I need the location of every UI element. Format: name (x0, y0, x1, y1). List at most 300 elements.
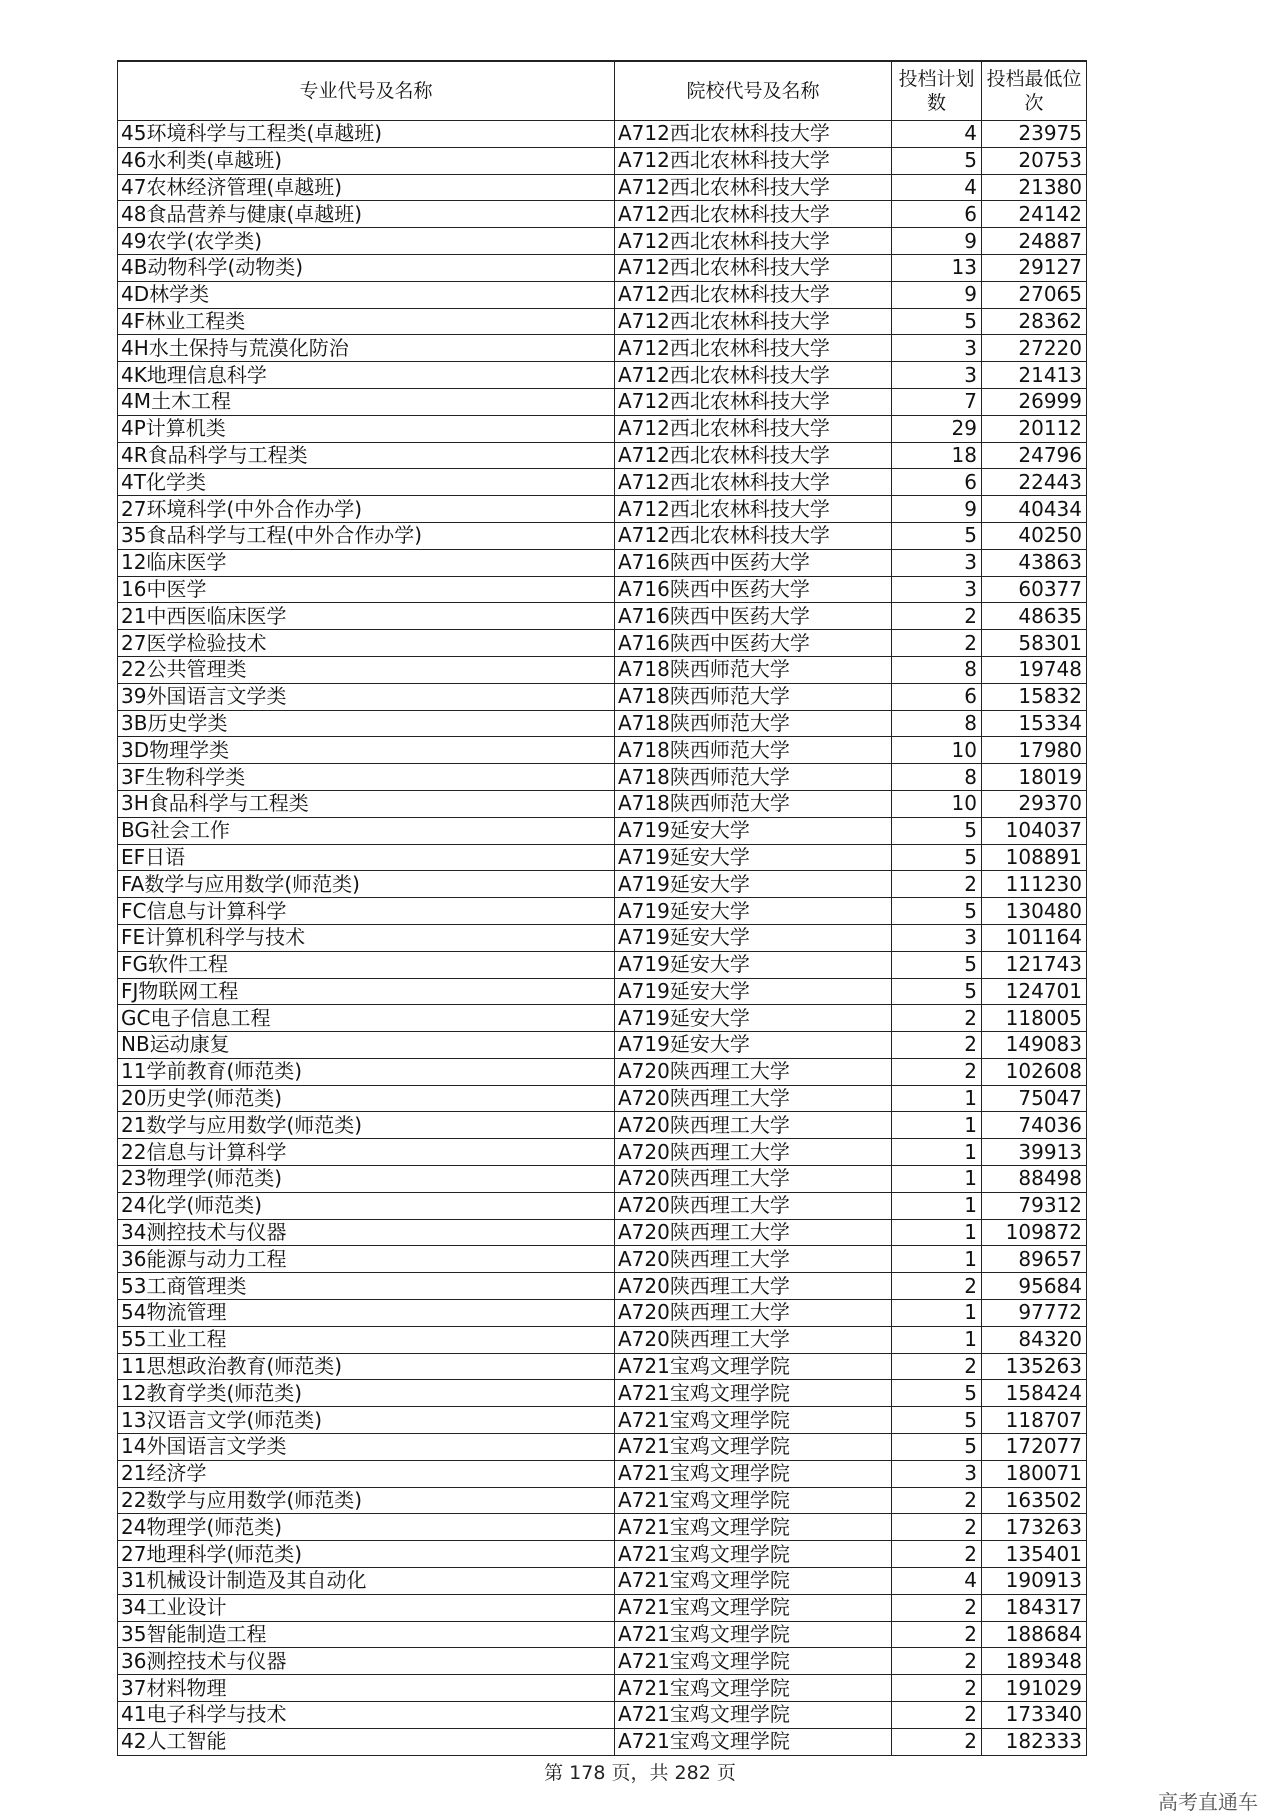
plan-count-cell: 2 (892, 630, 982, 657)
table-row (118, 844, 1087, 871)
min-rank-cell: 19748 (982, 656, 1087, 683)
school-cell: A712西北农林科技大学 (615, 496, 892, 523)
plan-count-cell: 2 (892, 1058, 982, 1085)
school-cell: A721宝鸡文理学院 (615, 1380, 892, 1407)
table-row (118, 978, 1087, 1005)
school-cell: A721宝鸡文理学院 (615, 1407, 892, 1434)
table-row (118, 898, 1087, 925)
plan-count-cell: 3 (892, 549, 982, 576)
major-cell: NB运动康复 (118, 1032, 615, 1059)
school-cell: A720陕西理工大学 (615, 1166, 892, 1193)
min-rank-cell: 108891 (982, 844, 1087, 871)
table-row (118, 1112, 1087, 1139)
school-cell: A720陕西理工大学 (615, 1192, 892, 1219)
table-row (118, 603, 1087, 630)
min-rank-cell: 191029 (982, 1675, 1087, 1702)
header-school: 院校代号及名称 (615, 61, 892, 121)
major-cell: 46水利类(卓越班) (118, 147, 615, 174)
school-cell: A720陕西理工大学 (615, 1112, 892, 1139)
table-row (118, 549, 1087, 576)
major-cell: 27地理科学(师范类) (118, 1541, 615, 1568)
major-cell: 45环境科学与工程类(卓越班) (118, 121, 615, 148)
major-cell: 21数学与应用数学(师范类) (118, 1112, 615, 1139)
table-row (118, 174, 1087, 201)
major-cell: 11思想政治教育(师范类) (118, 1353, 615, 1380)
school-cell: A721宝鸡文理学院 (615, 1487, 892, 1514)
min-rank-cell: 27220 (982, 335, 1087, 362)
min-rank-cell: 111230 (982, 871, 1087, 898)
plan-count-cell: 1 (892, 1300, 982, 1327)
plan-count-cell: 5 (892, 817, 982, 844)
min-rank-cell: 135263 (982, 1353, 1087, 1380)
plan-count-cell: 7 (892, 388, 982, 415)
plan-count-cell: 2 (892, 1032, 982, 1059)
min-rank-cell: 15832 (982, 683, 1087, 710)
plan-count-cell: 5 (892, 951, 982, 978)
min-rank-cell: 29127 (982, 254, 1087, 281)
min-rank-cell: 40250 (982, 522, 1087, 549)
major-cell: 22数学与应用数学(师范类) (118, 1487, 615, 1514)
major-cell: 27医学检验技术 (118, 630, 615, 657)
major-cell: 27环境科学(中外合作办学) (118, 496, 615, 523)
min-rank-cell: 18019 (982, 764, 1087, 791)
min-rank-cell: 118707 (982, 1407, 1087, 1434)
min-rank-cell: 48635 (982, 603, 1087, 630)
table-row (118, 1648, 1087, 1675)
plan-count-cell: 29 (892, 415, 982, 442)
min-rank-cell: 84320 (982, 1326, 1087, 1353)
table-row (118, 764, 1087, 791)
major-cell: 22信息与计算科学 (118, 1139, 615, 1166)
major-cell: 16中医学 (118, 576, 615, 603)
school-cell: A712西北农林科技大学 (615, 522, 892, 549)
major-cell: 4B动物科学(动物类) (118, 254, 615, 281)
min-rank-cell: 43863 (982, 549, 1087, 576)
min-rank-cell: 60377 (982, 576, 1087, 603)
major-cell: 12临床医学 (118, 549, 615, 576)
min-rank-cell: 109872 (982, 1219, 1087, 1246)
major-cell: 4H水土保持与荒漠化防治 (118, 335, 615, 362)
table-row (118, 951, 1087, 978)
plan-count-cell: 2 (892, 1648, 982, 1675)
school-cell: A721宝鸡文理学院 (615, 1621, 892, 1648)
school-cell: A721宝鸡文理学院 (615, 1353, 892, 1380)
table-row (118, 522, 1087, 549)
min-rank-cell: 130480 (982, 898, 1087, 925)
plan-count-cell: 5 (892, 147, 982, 174)
min-rank-cell: 180071 (982, 1460, 1087, 1487)
table-row (118, 1407, 1087, 1434)
school-cell: A721宝鸡文理学院 (615, 1541, 892, 1568)
table-row (118, 121, 1087, 148)
major-cell: 35智能制造工程 (118, 1621, 615, 1648)
major-cell: FA数学与应用数学(师范类) (118, 871, 615, 898)
plan-count-cell: 5 (892, 522, 982, 549)
min-rank-cell: 27065 (982, 281, 1087, 308)
major-cell: 36测控技术与仪器 (118, 1648, 615, 1675)
table-row (118, 871, 1087, 898)
table-row (118, 790, 1087, 817)
school-cell: A718陕西师范大学 (615, 683, 892, 710)
plan-count-cell: 5 (892, 308, 982, 335)
plan-count-cell: 2 (892, 1487, 982, 1514)
table-row (118, 362, 1087, 389)
major-cell: 49农学(农学类) (118, 228, 615, 255)
plan-count-cell: 3 (892, 335, 982, 362)
major-cell: 34工业设计 (118, 1594, 615, 1621)
min-rank-cell: 20753 (982, 147, 1087, 174)
school-cell: A719延安大学 (615, 1032, 892, 1059)
major-cell: 13汉语言文学(师范类) (118, 1407, 615, 1434)
major-cell: 24化学(师范类) (118, 1192, 615, 1219)
plan-count-cell: 3 (892, 924, 982, 951)
plan-count-cell: 6 (892, 201, 982, 228)
plan-count-cell: 2 (892, 1541, 982, 1568)
school-cell: A719延安大学 (615, 817, 892, 844)
school-cell: A720陕西理工大学 (615, 1219, 892, 1246)
table-row (118, 1541, 1087, 1568)
plan-count-cell: 2 (892, 1728, 982, 1755)
school-cell: A719延安大学 (615, 924, 892, 951)
major-cell: 4T化学类 (118, 469, 615, 496)
min-rank-cell: 173340 (982, 1702, 1087, 1729)
table-row (118, 1058, 1087, 1085)
table-row (118, 1032, 1087, 1059)
plan-count-cell: 10 (892, 790, 982, 817)
min-rank-cell: 24887 (982, 228, 1087, 255)
table-row (118, 1192, 1087, 1219)
major-cell: FE计算机科学与技术 (118, 924, 615, 951)
min-rank-cell: 24796 (982, 442, 1087, 469)
table-row (118, 1702, 1087, 1729)
min-rank-cell: 149083 (982, 1032, 1087, 1059)
plan-count-cell: 10 (892, 737, 982, 764)
table-row (118, 1460, 1087, 1487)
major-cell: 39外国语言文学类 (118, 683, 615, 710)
plan-count-cell: 1 (892, 1219, 982, 1246)
school-cell: A712西北农林科技大学 (615, 281, 892, 308)
plan-count-cell: 1 (892, 1246, 982, 1273)
table-row (118, 1380, 1087, 1407)
plan-count-cell: 1 (892, 1326, 982, 1353)
school-cell: A721宝鸡文理学院 (615, 1728, 892, 1755)
school-cell: A720陕西理工大学 (615, 1300, 892, 1327)
plan-count-cell: 2 (892, 1675, 982, 1702)
table-row (118, 1514, 1087, 1541)
min-rank-cell: 182333 (982, 1728, 1087, 1755)
plan-count-cell: 2 (892, 1702, 982, 1729)
min-rank-cell: 21413 (982, 362, 1087, 389)
min-rank-cell: 101164 (982, 924, 1087, 951)
major-cell: 41电子科学与技术 (118, 1702, 615, 1729)
min-rank-cell: 17980 (982, 737, 1087, 764)
footer-middle: 页，共 (611, 1762, 669, 1784)
table-row (118, 254, 1087, 281)
plan-count-cell: 2 (892, 871, 982, 898)
min-rank-cell: 163502 (982, 1487, 1087, 1514)
plan-count-cell: 8 (892, 710, 982, 737)
major-cell: EF日语 (118, 844, 615, 871)
table-row (118, 1005, 1087, 1032)
plan-count-cell: 3 (892, 1460, 982, 1487)
major-cell: 4K地理信息科学 (118, 362, 615, 389)
major-cell: 22公共管理类 (118, 656, 615, 683)
plan-count-cell: 2 (892, 1273, 982, 1300)
school-cell: A718陕西师范大学 (615, 710, 892, 737)
school-cell: A720陕西理工大学 (615, 1085, 892, 1112)
min-rank-cell: 20112 (982, 415, 1087, 442)
table-row (118, 1273, 1087, 1300)
plan-count-cell: 9 (892, 228, 982, 255)
school-cell: A716陕西中医药大学 (615, 603, 892, 630)
min-rank-cell: 26999 (982, 388, 1087, 415)
table-row (118, 1675, 1087, 1702)
major-cell: 23物理学(师范类) (118, 1166, 615, 1193)
min-rank-cell: 158424 (982, 1380, 1087, 1407)
plan-count-cell: 1 (892, 1192, 982, 1219)
min-rank-cell: 29370 (982, 790, 1087, 817)
plan-count-cell: 2 (892, 1005, 982, 1032)
major-cell: 21经济学 (118, 1460, 615, 1487)
min-rank-cell: 190913 (982, 1568, 1087, 1595)
min-rank-cell: 88498 (982, 1166, 1087, 1193)
header-plan-count: 投档计划数 (892, 61, 982, 121)
school-cell: A716陕西中医药大学 (615, 576, 892, 603)
school-cell: A720陕西理工大学 (615, 1058, 892, 1085)
table-header (118, 61, 1087, 121)
table-row (118, 469, 1087, 496)
school-cell: A721宝鸡文理学院 (615, 1702, 892, 1729)
footer-current-page: 178 (569, 1762, 606, 1784)
plan-count-cell: 6 (892, 469, 982, 496)
table-row (118, 1085, 1087, 1112)
table-row (118, 1326, 1087, 1353)
min-rank-cell: 75047 (982, 1085, 1087, 1112)
school-cell: A712西北农林科技大学 (615, 469, 892, 496)
table-row (118, 1728, 1087, 1755)
table-row (118, 924, 1087, 951)
min-rank-cell: 102608 (982, 1058, 1087, 1085)
table-row (118, 308, 1087, 335)
major-cell: 14外国语言文学类 (118, 1434, 615, 1461)
school-cell: A721宝鸡文理学院 (615, 1460, 892, 1487)
min-rank-cell: 173263 (982, 1514, 1087, 1541)
plan-count-cell: 5 (892, 1380, 982, 1407)
school-cell: A718陕西师范大学 (615, 656, 892, 683)
plan-count-cell: 2 (892, 1594, 982, 1621)
table-row (118, 817, 1087, 844)
major-cell: 24物理学(师范类) (118, 1514, 615, 1541)
watermark: 高考直通车 (1158, 1790, 1258, 1814)
table-row (118, 388, 1087, 415)
plan-count-cell: 5 (892, 844, 982, 871)
table-row (118, 1219, 1087, 1246)
table-row (118, 496, 1087, 523)
min-rank-cell: 135401 (982, 1541, 1087, 1568)
major-cell: 31机械设计制造及其自动化 (118, 1568, 615, 1595)
major-cell: 4D林学类 (118, 281, 615, 308)
school-cell: A721宝鸡文理学院 (615, 1568, 892, 1595)
min-rank-cell: 124701 (982, 978, 1087, 1005)
table-row (118, 1246, 1087, 1273)
plan-count-cell: 4 (892, 174, 982, 201)
table-row (118, 1353, 1087, 1380)
min-rank-cell: 24142 (982, 201, 1087, 228)
school-cell: A712西北农林科技大学 (615, 254, 892, 281)
school-cell: A720陕西理工大学 (615, 1273, 892, 1300)
header-min-rank: 投档最低位次 (982, 61, 1087, 121)
table-row (118, 1139, 1087, 1166)
school-cell: A712西北农林科技大学 (615, 147, 892, 174)
school-cell: A712西北农林科技大学 (615, 362, 892, 389)
major-cell: FC信息与计算科学 (118, 898, 615, 925)
table-row (118, 737, 1087, 764)
table-row (118, 1300, 1087, 1327)
school-cell: A712西北农林科技大学 (615, 442, 892, 469)
plan-count-cell: 18 (892, 442, 982, 469)
plan-count-cell: 6 (892, 683, 982, 710)
plan-count-cell: 2 (892, 603, 982, 630)
major-cell: 35食品科学与工程(中外合作办学) (118, 522, 615, 549)
school-cell: A718陕西师范大学 (615, 737, 892, 764)
min-rank-cell: 39913 (982, 1139, 1087, 1166)
plan-count-cell: 2 (892, 1514, 982, 1541)
major-cell: 53工商管理类 (118, 1273, 615, 1300)
major-cell: 3B历史学类 (118, 710, 615, 737)
plan-count-cell: 3 (892, 576, 982, 603)
table-row (118, 228, 1087, 255)
school-cell: A712西北农林科技大学 (615, 121, 892, 148)
school-cell: A712西北农林科技大学 (615, 335, 892, 362)
min-rank-cell: 95684 (982, 1273, 1087, 1300)
plan-count-cell: 1 (892, 1112, 982, 1139)
major-cell: 4R食品科学与工程类 (118, 442, 615, 469)
major-cell: 36能源与动力工程 (118, 1246, 615, 1273)
min-rank-cell: 21380 (982, 174, 1087, 201)
major-cell: 54物流管理 (118, 1300, 615, 1327)
plan-count-cell: 2 (892, 1621, 982, 1648)
major-cell: GC电子信息工程 (118, 1005, 615, 1032)
school-cell: A712西北农林科技大学 (615, 201, 892, 228)
school-cell: A719延安大学 (615, 978, 892, 1005)
table-row (118, 576, 1087, 603)
plan-count-cell: 4 (892, 1568, 982, 1595)
min-rank-cell: 184317 (982, 1594, 1087, 1621)
plan-count-cell: 8 (892, 764, 982, 791)
plan-count-cell: 9 (892, 281, 982, 308)
major-cell: 4P计算机类 (118, 415, 615, 442)
table-row (118, 281, 1087, 308)
school-cell: A719延安大学 (615, 871, 892, 898)
min-rank-cell: 23975 (982, 121, 1087, 148)
min-rank-cell: 188684 (982, 1621, 1087, 1648)
major-cell: 12教育学类(师范类) (118, 1380, 615, 1407)
table-row (118, 630, 1087, 657)
major-cell: 20历史学(师范类) (118, 1085, 615, 1112)
major-cell: 37材料物理 (118, 1675, 615, 1702)
admission-table (117, 60, 1087, 1756)
min-rank-cell: 97772 (982, 1300, 1087, 1327)
school-cell: A712西北农林科技大学 (615, 174, 892, 201)
min-rank-cell: 189348 (982, 1648, 1087, 1675)
school-cell: A719延安大学 (615, 844, 892, 871)
plan-count-cell: 4 (892, 121, 982, 148)
min-rank-cell: 58301 (982, 630, 1087, 657)
min-rank-cell: 104037 (982, 817, 1087, 844)
min-rank-cell: 15334 (982, 710, 1087, 737)
school-cell: A721宝鸡文理学院 (615, 1434, 892, 1461)
school-cell: A721宝鸡文理学院 (615, 1594, 892, 1621)
plan-count-cell: 5 (892, 1407, 982, 1434)
plan-count-cell: 5 (892, 898, 982, 925)
table-row (118, 147, 1087, 174)
school-cell: A716陕西中医药大学 (615, 549, 892, 576)
major-cell: 3H食品科学与工程类 (118, 790, 615, 817)
plan-count-cell: 9 (892, 496, 982, 523)
footer-total-pages: 282 (674, 1762, 711, 1784)
plan-count-cell: 2 (892, 1353, 982, 1380)
min-rank-cell: 79312 (982, 1192, 1087, 1219)
major-cell: 47农林经济管理(卓越班) (118, 174, 615, 201)
table-body (118, 121, 1087, 1756)
major-cell: 21中西医临床医学 (118, 603, 615, 630)
footer-suffix: 页 (716, 1762, 736, 1784)
major-cell: 4F林业工程类 (118, 308, 615, 335)
table-row (118, 201, 1087, 228)
min-rank-cell: 89657 (982, 1246, 1087, 1273)
school-cell: A720陕西理工大学 (615, 1139, 892, 1166)
major-cell: 4M土木工程 (118, 388, 615, 415)
school-cell: A720陕西理工大学 (615, 1246, 892, 1273)
table-row (118, 415, 1087, 442)
plan-count-cell: 1 (892, 1085, 982, 1112)
school-cell: A721宝鸡文理学院 (615, 1514, 892, 1541)
major-cell: 3F生物科学类 (118, 764, 615, 791)
table-row (118, 1621, 1087, 1648)
major-cell: FJ物联网工程 (118, 978, 615, 1005)
plan-count-cell: 1 (892, 1166, 982, 1193)
school-cell: A718陕西师范大学 (615, 790, 892, 817)
plan-count-cell: 8 (892, 656, 982, 683)
min-rank-cell: 40434 (982, 496, 1087, 523)
table-row (118, 1166, 1087, 1193)
table-row (118, 683, 1087, 710)
plan-count-cell: 13 (892, 254, 982, 281)
school-cell: A712西北农林科技大学 (615, 228, 892, 255)
school-cell: A720陕西理工大学 (615, 1326, 892, 1353)
min-rank-cell: 172077 (982, 1434, 1087, 1461)
major-cell: 34测控技术与仪器 (118, 1219, 615, 1246)
table-row (118, 1487, 1087, 1514)
footer-prefix: 第 (544, 1762, 564, 1784)
major-cell: FG软件工程 (118, 951, 615, 978)
school-cell: A712西北农林科技大学 (615, 388, 892, 415)
school-cell: A716陕西中医药大学 (615, 630, 892, 657)
plan-count-cell: 3 (892, 362, 982, 389)
major-cell: 55工业工程 (118, 1326, 615, 1353)
school-cell: A721宝鸡文理学院 (615, 1675, 892, 1702)
school-cell: A712西北农林科技大学 (615, 308, 892, 335)
min-rank-cell: 74036 (982, 1112, 1087, 1139)
table-row (118, 1594, 1087, 1621)
school-cell: A719延安大学 (615, 951, 892, 978)
school-cell: A718陕西师范大学 (615, 764, 892, 791)
major-cell: 11学前教育(师范类) (118, 1058, 615, 1085)
table-row (118, 1434, 1087, 1461)
table-row (118, 710, 1087, 737)
table-row (118, 656, 1087, 683)
school-cell: A712西北农林科技大学 (615, 415, 892, 442)
